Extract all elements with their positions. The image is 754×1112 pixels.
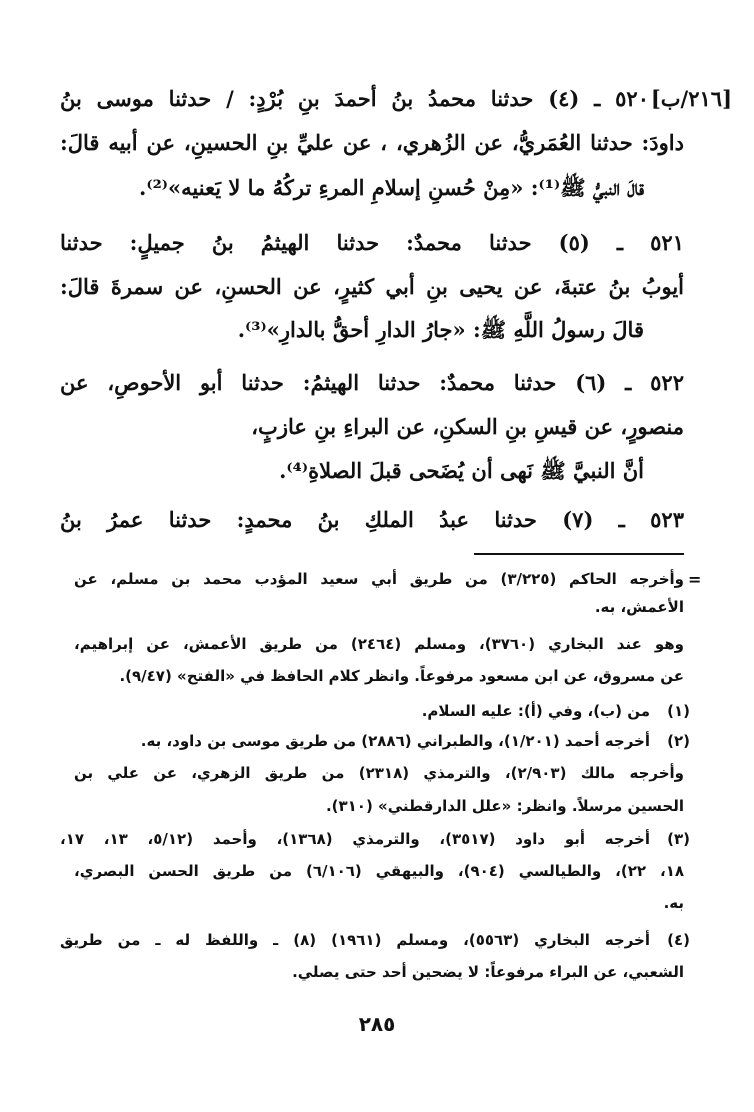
- hadith-521-line-2: أيوبُ بنُ عتبةَ، عن يحيى بنِ أبي كثيرٍ، عن الحسنِ، عن سمرةَ قالَ:: [60, 274, 684, 299]
- hadith-521-matn: قالَ رسولُ اللَّهِ ﷺ: «جارُ الدارِ أحقُّ بالدارِ»⁽³⁾.: [237, 317, 644, 342]
- continuation-mark: =: [688, 570, 702, 589]
- hadith-520-line-1: ٥٢٠ ـ (٤) حدثنا محمدُ بنُ أحمدَ بنِ بُرْدٍ: / حدثنا موسى بنُ: [60, 86, 649, 111]
- hadith-522-line-2: منصورٍ، عن قيسِ بنِ السكنِ، عن البراءِ بنِ عازبٍ،: [251, 414, 684, 439]
- footnote-4-number: (٤): [667, 931, 690, 949]
- manuscript-folio-ref: [٢١٦/ب]: [650, 86, 732, 111]
- hadith-523-line-1: ٥٢٣ ـ (٧) حدثنا عبدُ الملكِ بنُ محمدٍ: حدثنا عمرُ بنُ: [60, 507, 684, 532]
- footnote-continuation-line-3: وهو عند البخاري (٣٧٦٠)، ومسلم (٢٤٦٤) من طريق الأعمش، عن إبراهيم،: [74, 635, 684, 653]
- hadith-522-line-1: ٥٢٢ ـ (٦) حدثنا محمدٌ: حدثنا الهيثمُ: حدثنا أبو الأحوصِ، عن: [60, 370, 684, 395]
- footnote-1-number: (١): [667, 702, 690, 720]
- footnote-3-line-1: أخرجه أبو داود (٣٥١٧)، والترمذي (١٣٦٨)، وأحمد (٥/١٢، ١٣، ١٧،: [60, 830, 650, 848]
- hadith-522-matn: أنَّ النبيَّ ﷺ نَهى أن يُضَحى قبلَ الصلاةِ⁽⁴⁾.: [279, 458, 644, 483]
- footnote-4-line-1: أخرجه البخاري (٥٥٦٣)، ومسلم (١٩٦١) (٨) ـ واللفظ له ـ من طريق: [60, 931, 651, 949]
- footnote-continuation-line-1: وأخرجه الحاكم (٣/٢٢٥) من طريق أبي سعيد المؤدب محمد بن مسلم، عن: [74, 570, 684, 588]
- footnote-2-line-3: الحسين مرسلاً. وانظر: «علل الدارقطني» (٣١٠).: [325, 797, 684, 815]
- page-number: ٢٨٥: [358, 1012, 396, 1036]
- footnote-3-number: (٣): [667, 830, 690, 848]
- footnote-4-line-2: الشعبي، عن البراء مرفوعاً: لا يضحين أحد حتى يصلي.: [292, 963, 684, 981]
- footnote-continuation-line-2: الأعمش، به.: [594, 598, 684, 616]
- footnote-3-line-3: به.: [663, 894, 684, 912]
- footnote-2-line-2: وأخرجه مالك (٢/٩٠٣)، والترمذي (٢٣١٨) من طريق الزهري، عن علي بن: [74, 764, 684, 782]
- hadith-520-line-2: داودَ: حدثنا العُمَريُّ، عن الزُهري، ، عن عليِّ بنِ الحسينِ، عن أبيه قالَ:: [60, 130, 684, 155]
- footnote-continuation-line-4: عن مسروق، عن ابن مسعود مرفوعاً. وانظر كلام الحافظ في «الفتح» (٩/٤٧).: [119, 667, 684, 685]
- footnote-2-number: (٢): [667, 732, 690, 750]
- footnote-1-text: من (ب)، وفي (أ): عليه السلام.: [421, 702, 650, 720]
- footnote-2-line-1: أخرجه أحمد (١/٢٠١)، والطبراني (٢٨٨٦) من طريق موسى بن داود، به.: [140, 732, 650, 750]
- footnote-separator: [474, 553, 684, 555]
- hadith-520-matn: قالَ النبيُّ ﷺ⁽¹⁾: «مِنْ حُسنِ إسلامِ المرءِ تركُهُ ما لا يَعنيه»⁽²⁾.: [139, 175, 644, 200]
- hadith-521-line-1: ٥٢١ ـ (٥) حدثنا محمدٌ: حدثنا الهيثمُ بنُ جميلٍ: حدثنا: [60, 230, 684, 255]
- footnote-3-line-2: ١٨، ٢٢)، والطيالسي (٩٠٤)، والبيهقي (٦/١٠٦) من طريق الحسن البصري،: [74, 862, 684, 880]
